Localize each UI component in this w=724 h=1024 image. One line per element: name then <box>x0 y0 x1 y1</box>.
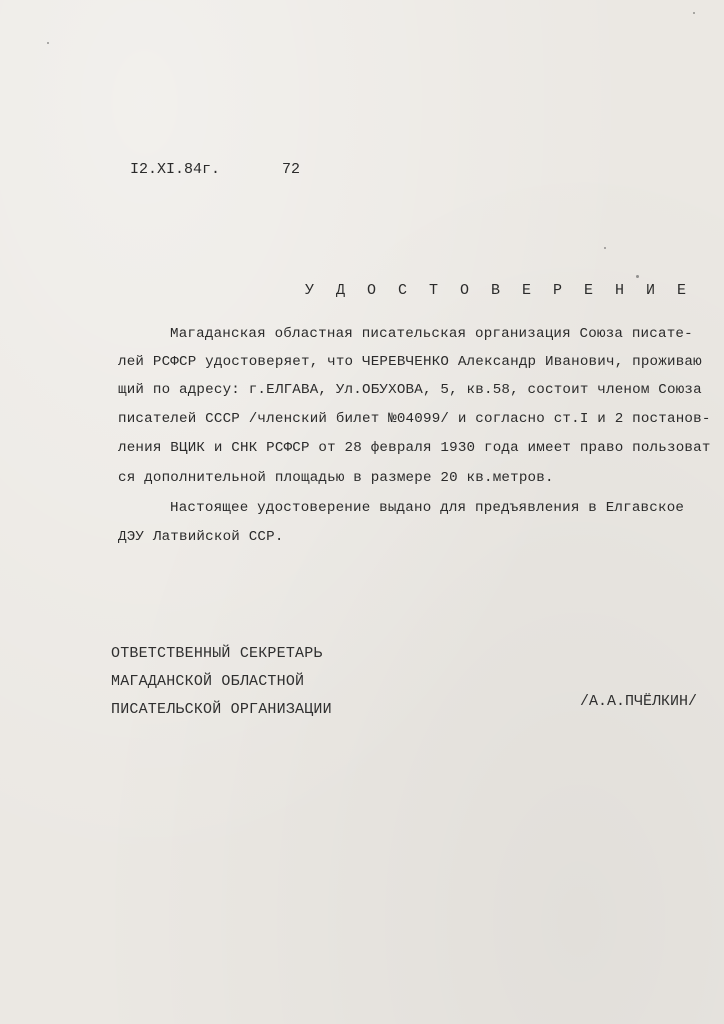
signatory-title-line: МАГАДАНСКОЙ ОБЛАСТНОЙ <box>111 673 305 690</box>
document-date: I2.XI.84г. <box>130 161 221 178</box>
paper-speck <box>693 12 695 14</box>
paragraph2-line: Настоящее удостоверение выдано для предъявления в Елгавское <box>170 500 685 516</box>
document-number: 72 <box>282 161 301 178</box>
paper-speck <box>636 275 639 278</box>
paragraph2-line: ДЭУ Латвийской ССР. <box>118 529 284 545</box>
paragraph1-line: щий по адресу: г.ЕЛГАВА, Ул.ОБУХОВА, 5, кв.58, состоит членом Союза <box>118 382 702 398</box>
signatory-title-line: ОТВЕТСТВЕННЫЙ СЕКРЕТАРЬ <box>111 645 323 662</box>
paragraph1-line: ления ВЦИК и СНК РСФСР от 28 февраля 1930 года имеет право пользоват <box>118 440 711 456</box>
document-title: У Д О С Т О В Е Р Е Н И Е <box>305 282 693 299</box>
paper-speck <box>47 42 49 44</box>
paragraph1-line: ся дополнительной площадью в размере 20 кв.метров. <box>118 470 554 486</box>
paragraph1-line: лей РСФСР удостоверяет, что ЧЕРЕВЧЕНКО Александр Иванович, проживаю <box>118 354 702 370</box>
signatory-name: /А.А.ПЧЁЛКИН/ <box>580 693 698 710</box>
paragraph1-line: писателей СССР /членский билет №04099/ и согласно ст.I и 2 постанов- <box>118 411 711 427</box>
signatory-title-line: ПИСАТЕЛЬСКОЙ ОРГАНИЗАЦИИ <box>111 701 332 718</box>
paper-speck <box>604 247 606 249</box>
document-header <box>130 161 300 178</box>
paragraph1-line: Магаданская областная писательская организация Союза писате- <box>170 326 693 342</box>
